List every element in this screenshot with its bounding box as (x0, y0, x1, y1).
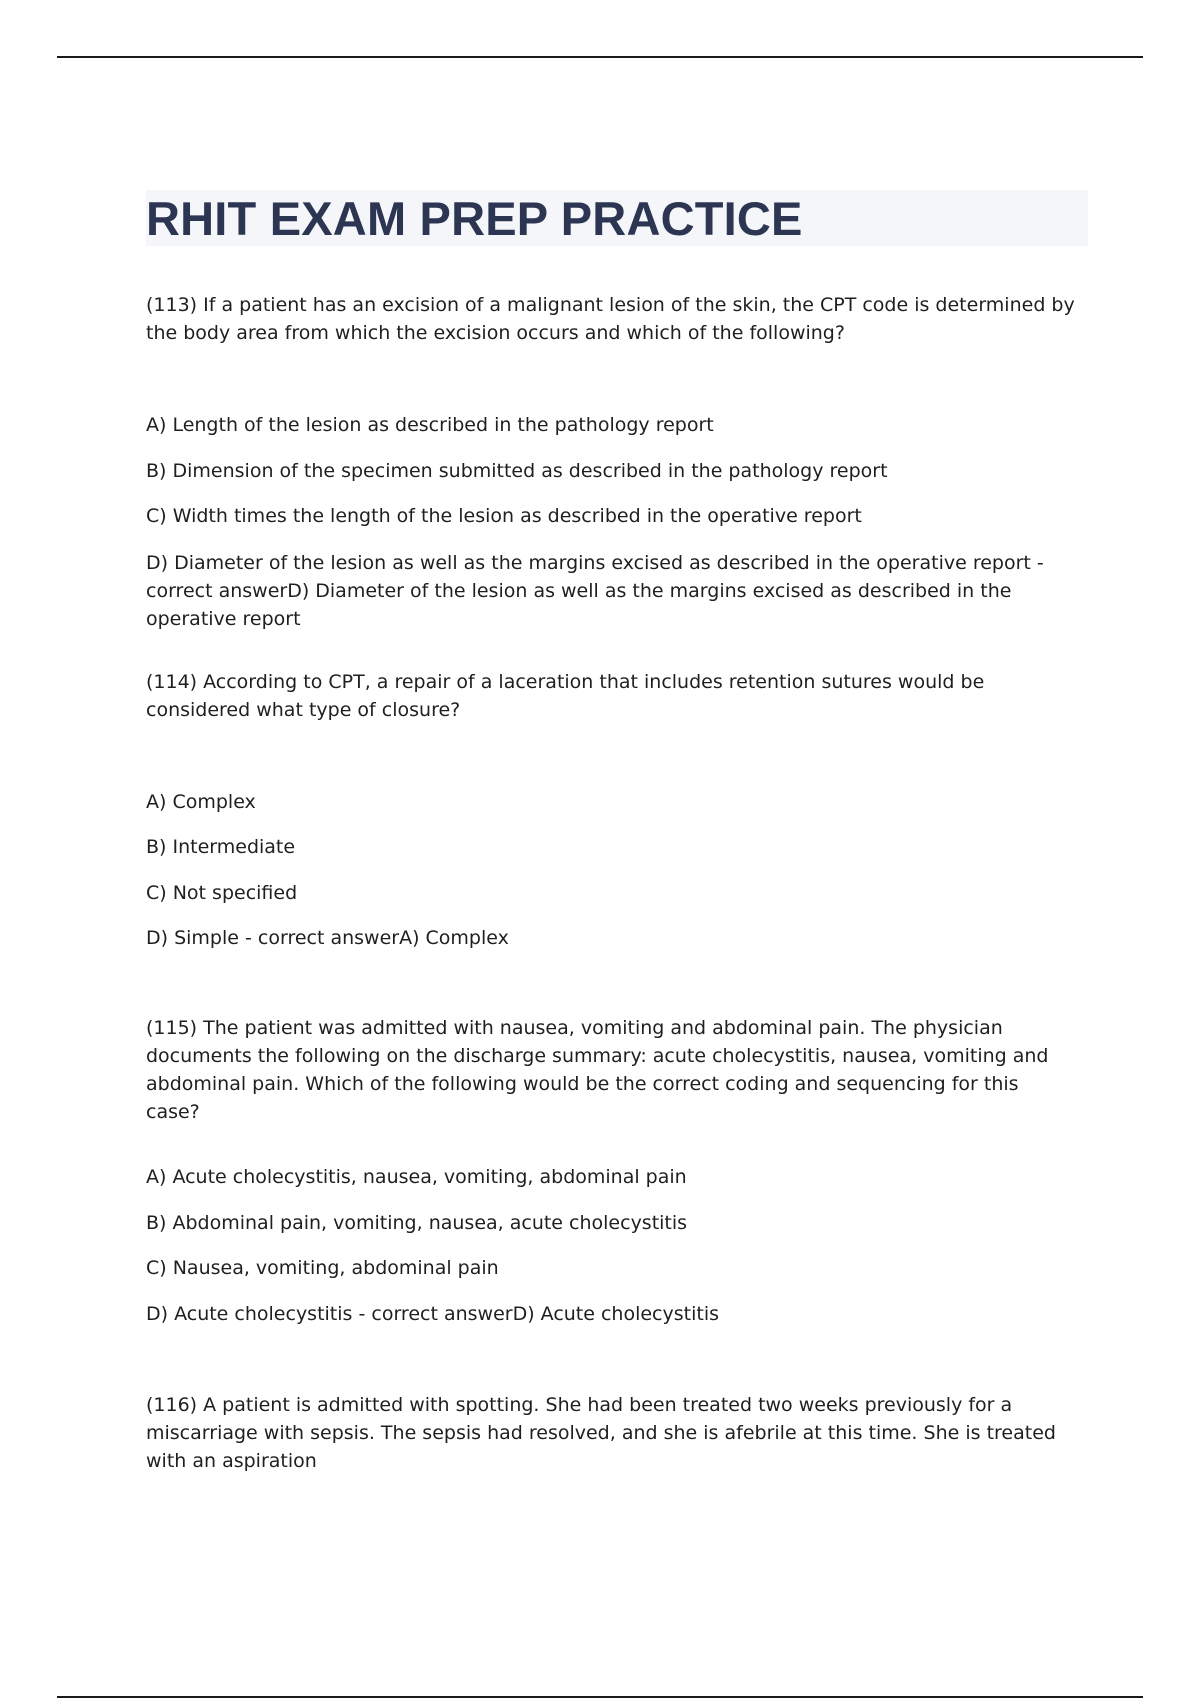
question-113-option-d: D) Diameter of the lesion as well as the margins excised as described in the operative report - correct answerD) Diameter of the lesion as well as the margins excised as described in the operative report (146, 552, 1044, 630)
header-rule (57, 56, 1143, 58)
question-114-stem: (114) According to CPT, a repair of a laceration that includes retention sutures would be considered what type of closure? (146, 671, 985, 721)
question-115-option-d: D) Acute cholecystitis - correct answerD) Acute cholecystitis (146, 1303, 720, 1325)
question-113-option-c: C) Width times the length of the lesion as described in the operative report (146, 505, 862, 527)
question-114-option-d: D) Simple - correct answerA) Complex (146, 927, 509, 949)
question-114-option-a: A) Complex (146, 791, 256, 813)
question-115-stem: (115) The patient was admitted with nausea, vomiting and abdominal pain. The physician documents the following on the discharge summary: acute cholecystitis, nausea, vomiting and abdominal pain. Which of the following would be the correct coding and sequencing for this case? (146, 1017, 1049, 1123)
question-115-option-c: C) Nausea, vomiting, abdominal pain (146, 1257, 499, 1279)
question-115-option-b: B) Abdominal pain, vomiting, nausea, acute cholecystitis (146, 1212, 688, 1234)
question-114-option-c: C) Not specified (146, 882, 298, 904)
page-title: RHIT EXAM PREP PRACTICE (146, 192, 803, 245)
question-113-stem: (113) If a patient has an excision of a malignant lesion of the skin, the CPT code is determined by the body area from which the excision occurs and which of the following? (146, 294, 1075, 344)
question-113-option-b: B) Dimension of the specimen submitted as described in the pathology report (146, 460, 888, 482)
footer-rule (57, 1696, 1143, 1698)
question-114-option-b: B) Intermediate (146, 836, 296, 858)
question-113-option-a: A) Length of the lesion as described in the pathology report (146, 414, 714, 436)
question-115-option-a: A) Acute cholecystitis, nausea, vomiting, abdominal pain (146, 1166, 687, 1188)
question-116-stem: (116) A patient is admitted with spotting. She had been treated two weeks previously for a miscarriage with sepsis. The sepsis had resolved, and she is afebrile at this time. She is treated with an aspiration (146, 1394, 1056, 1472)
